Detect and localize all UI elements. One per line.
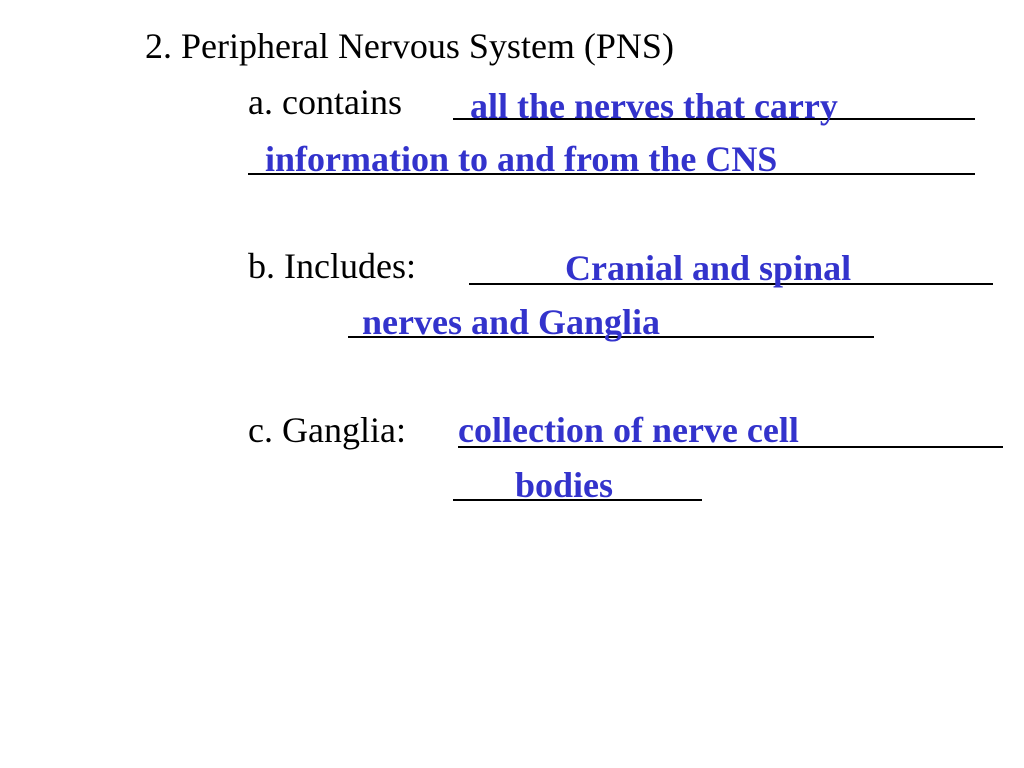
item-c-label: c. Ganglia: — [248, 410, 406, 450]
item-b-label: b. Includes: — [248, 246, 416, 286]
item-a-answer-line-2: information to and from the CNS — [265, 139, 778, 179]
item-c-answer-line-2: bodies — [515, 465, 614, 505]
item-c-answer-line-1: collection of nerve cell — [458, 410, 799, 450]
slide-heading: 2. Peripheral Nervous System (PNS) — [145, 26, 674, 66]
item-b-answer-line-2: nerves and Ganglia — [362, 302, 661, 342]
item-a-label: a. contains — [248, 82, 402, 122]
item-b-answer-line-1: Cranial and spinal — [565, 248, 852, 288]
item-a-answer-line-1: all the nerves that carry — [470, 86, 838, 126]
